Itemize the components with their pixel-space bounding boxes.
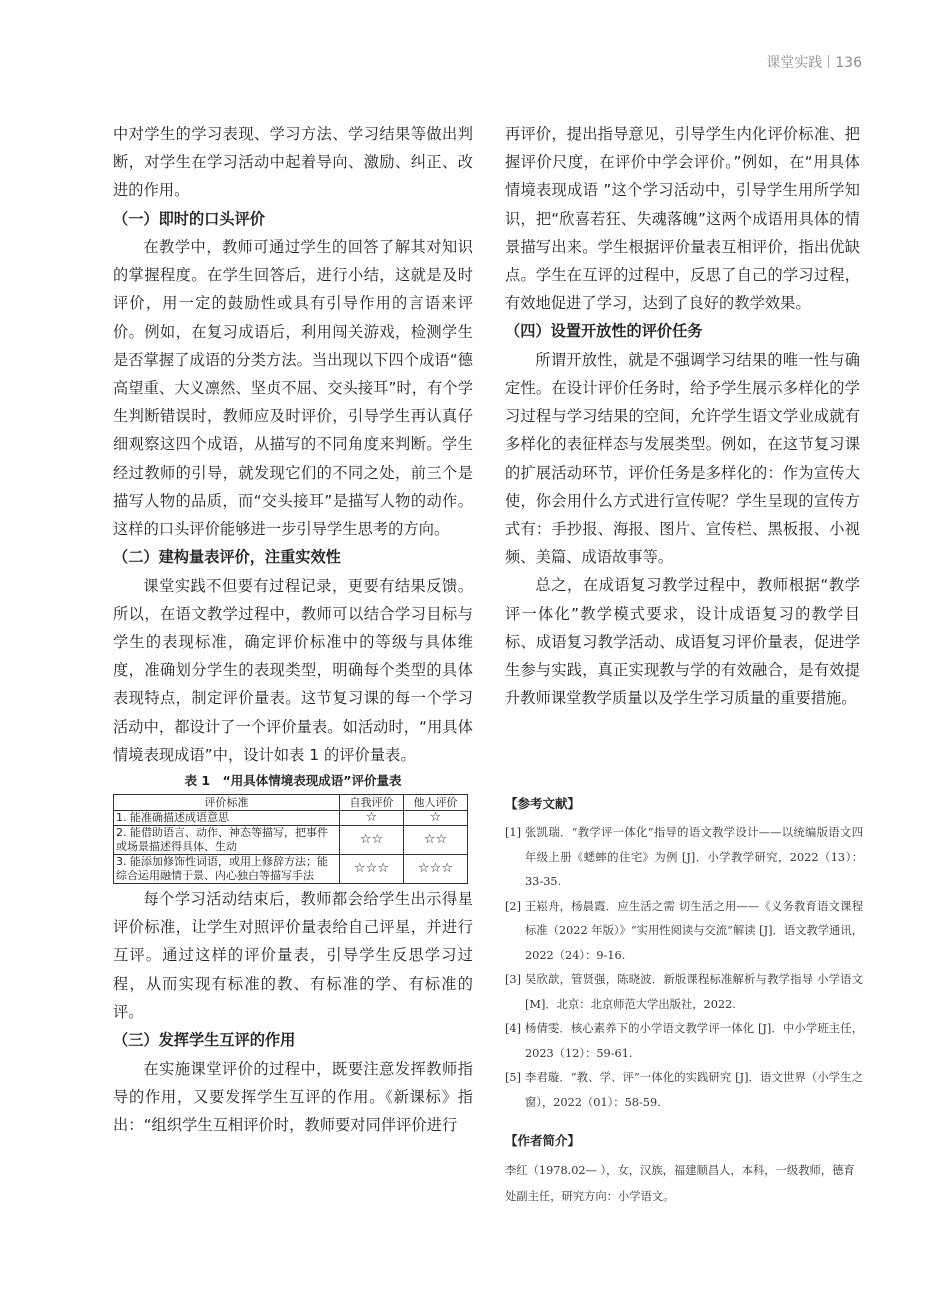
running-header xyxy=(766,52,862,72)
left-paragraph-5: 在实施课堂评价的过程中，既要注意发挥教师指导的作用，又要发挥学生互评的作用。《新课标》指出：“组织学生互相评价时，教师要对同伴评价进行 xyxy=(113,1059,473,1134)
heading-2: （二）建构量表评价，注重实效性 xyxy=(113,548,341,567)
reference-item xyxy=(505,821,863,895)
table-row xyxy=(114,826,468,855)
peer-stars-cell: ☆ xyxy=(404,811,468,826)
self-stars-cell: ☆☆ xyxy=(340,826,404,855)
criteria-cell: 2. 能借助语言、动作、神态等描写，把事件或场景描述得具体、生动 xyxy=(114,826,340,855)
table-caption: 表 1 “用具体情境表现成语”评价量表 xyxy=(184,773,402,789)
right-paragraph-3: 总之，在成语复习教学过程中，教师根据“教学评一体化”教学模式要求，设计成语复习的教学目标、成语复习教学活动、成语复习评价量表，促进学生参与实践，真正实现教与学的有效融合，是有效提升教师课堂教学质量以及学生学习质量的重要措施。 xyxy=(505,576,860,708)
header-peer-eval: 他人评价 xyxy=(404,795,468,811)
self-stars-cell: ☆☆☆ xyxy=(340,855,404,884)
header-self-eval: 自我评价 xyxy=(340,795,404,811)
author-intro-text: 李红（1978.02— ），女，汉族，福建顺昌人，本科，一级教师，德育处副主任，研究方向：小学语文。 xyxy=(505,1164,855,1203)
author-intro-section xyxy=(505,1133,863,1210)
heading-3: （三）发挥学生互评的作用 xyxy=(113,1031,296,1050)
reference-text: 杨倩雯．核心素养下的小学语文教学评一体化 [J]．中小学班主任，2023（12）：59-61. xyxy=(525,1022,863,1060)
reference-item xyxy=(505,1066,863,1115)
criteria-cell: 3. 能添加修饰性词语，或用上修辞方法；能综合运用融情于景、内心独白等描写手法 xyxy=(114,855,340,884)
right-column xyxy=(505,120,860,712)
right-paragraph-1: 再评价，提出指导意见，引导学生内化评价标准、把握评价尺度，在评价中学会评价。”例如，在“用具体情境表现成语 ”这个学习活动中，引导学生用所学知识，把“欣喜若狂、失魂落魄”这两个成语用具体的情景描写出来。学生根据评价量表互相评价，指出优缺点。学生在互评的过程中，反思了自己的学习过程，有效地促进了学习，达到了良好的教学效果。 xyxy=(505,125,860,313)
table-row xyxy=(114,811,468,826)
reference-number: [4] xyxy=(505,1022,522,1035)
header-criteria: 评价标准 xyxy=(114,795,340,811)
left-paragraph-4: 每个学习活动结束后，教师都会给学生出示得星评价标准，让学生对照评价量表给自己评星，并进行互评。通过这样的评价量表，引导学生反思学习过程，从而实现有标准的教、有标准的学、有标准的评。 xyxy=(113,890,473,1021)
reference-item xyxy=(505,895,863,969)
heading-4: （四）设置开放性的评价任务 xyxy=(505,322,703,341)
header-divider xyxy=(828,55,829,68)
left-column xyxy=(113,120,473,1139)
reference-number: [1] xyxy=(505,826,522,839)
heading-1: （一）即时的口头评价 xyxy=(113,209,265,228)
table-row xyxy=(114,855,468,884)
right-paragraph-2: 所谓开放性，就是不强调学习结果的唯一性与确定性。在设计评价任务时，给予学生展示多样化的学习过程与学习结果的空间，允许学生语文学业成就有多样化的表征样态与发展类型。例如，在这节复习课的扩展活动环节，评价任务是多样化的：作为宣传大使，你会用什么方式进行宣传呢？学生呈现的宣传方式有：手抄报、海报、图片、宣传栏、黑板报、小视频、美篇、成语故事等。 xyxy=(505,350,860,567)
left-paragraph-2: 在教学中，教师可通过学生的回答了解其对知识的掌握程度。在学生回答后，进行小结，这就是及时评价，用一定的鼓励性或具有引导作用的言语来评价。例如，在复习成语后，利用闯关游戏，检测学生是否掌握了成语的分类方法。当出现以下四个成语“德高望重、大义凛然、坚贞不屈、交头接耳”时，有个学生判断错误时，教师应及时评价，引导学生再认真仔细观察这四个成语，从描写的不同角度来判断。学生经过教师的引导，就发现它们的不同之处，前三个是描写人物的品质，而“交头接耳”是描写人物的动作。这样的口头评价能够进一步引导学生思考的方向。 xyxy=(113,238,473,539)
criteria-cell: 1. 能准确描述成语意思 xyxy=(114,811,340,826)
reference-item xyxy=(505,1017,863,1066)
left-paragraph-1: 中对学生的学习表现、学习方法、学习结果等做出判断，对学生在学习活动中起着导向、激励、纠正、改进的作用。 xyxy=(113,125,473,200)
reference-number: [2] xyxy=(505,899,522,913)
reference-text: 吴欣歆，管贤强，陈晓波．新版课程标准解析与教学指导 小学语文 [M]．北京：北京师范大学出版社，2022. xyxy=(525,973,863,1011)
left-paragraph-3: 课堂实践不但要有过程记录，更要有结果反馈。所以，在语文教学过程中，教师可以结合学习目标与学生的表现标准，确定评价标准中的等级与具体维度，准确划分学生的表现类型，明确每个类型的具体表现特点，制定评价量表。这节复习课的每一个学习活动中，都设计了一个评价量表。如活动时，“用具体情境表现成语”中，设计如表 1 的评价量表。 xyxy=(113,576,473,764)
self-stars-cell: ☆ xyxy=(340,811,404,826)
references-section xyxy=(505,796,863,1115)
header-section: 课堂实践 xyxy=(766,55,823,71)
reference-text: 张凯瑞．“教学评一体化”指导的语文教学设计——以统编版语文四年级上册《蟋蟀的住宅》为例 [J]．小学教学研究，2022（13）：33-35. xyxy=(525,826,863,888)
reference-number: [5] xyxy=(505,1071,522,1084)
rubric-table xyxy=(113,794,468,884)
peer-stars-cell: ☆☆☆ xyxy=(404,855,468,884)
references-title: 【参考文献】 xyxy=(505,796,581,811)
reference-item xyxy=(505,968,863,1017)
reference-text: 王崧舟，杨晨霞．应生活之需 切生活之用——《义务教育语文课程标准（2022 年版）》“实用性阅读与交流”解读 [J]．语文教学通讯，2022（24）：9-16. xyxy=(525,899,863,962)
peer-stars-cell: ☆☆ xyxy=(404,826,468,855)
page-number: 136 xyxy=(835,55,862,71)
reference-number: [3] xyxy=(505,973,522,986)
table-header-row xyxy=(114,795,468,811)
reference-text: 李君璇．“教、学、评”一体化的实践研究 [J]．语文世界（小学生之窗），2022（01）：58-59. xyxy=(525,1071,863,1109)
author-intro-title: 【作者简介】 xyxy=(505,1133,581,1148)
